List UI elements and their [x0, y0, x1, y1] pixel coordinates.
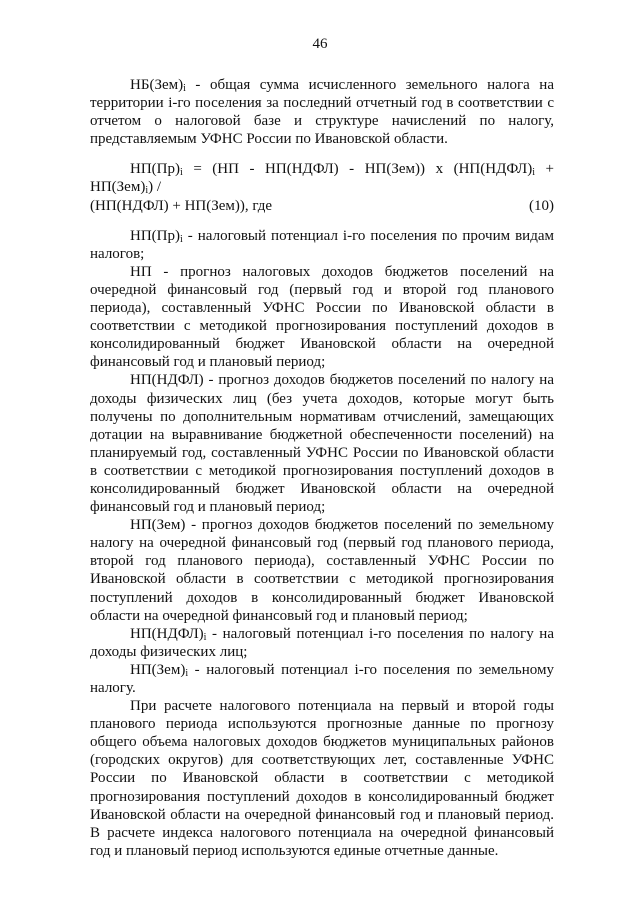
formula-term: ) / — [148, 179, 162, 196]
term: НБ(Зем) — [130, 77, 184, 93]
page-number: 46 — [312, 36, 328, 52]
definition-text: - налоговый потенциал i-го поселения по налогу на доходы физических лиц; — [90, 625, 554, 660]
term-subscript: i — [180, 233, 183, 245]
definition-item — [90, 227, 554, 263]
formula-denominator: (НП(НДФЛ) + НП(Зем)), где — [90, 197, 273, 214]
formula-line-2 — [90, 197, 554, 215]
term-subscript: i — [185, 667, 189, 679]
definition-text: - общая сумма исчисленного земельного налога на территории i-го поселения за последний отчетный год в соответствии с отчетом о налоговой базе и структуре начислений по налогу, представляемым УФНС России по Ивановской области. — [90, 77, 554, 148]
document-body — [90, 76, 554, 860]
formula-subscript: i — [145, 185, 149, 197]
term-subscript: i — [203, 631, 207, 643]
definitions-list — [90, 227, 554, 697]
term: НП(Пр) — [130, 227, 180, 244]
term: НП(НДФЛ) — [130, 372, 204, 389]
formula-term: НП(Пр) — [130, 161, 180, 178]
term-subscript: i — [183, 83, 186, 94]
formula-term: + НП(Зем) — [90, 161, 554, 196]
intro-paragraph — [90, 76, 554, 148]
formula-subscript: i — [532, 167, 535, 179]
definition-text: - прогноз налоговых доходов бюджетов поселений на очередной финансовый год (первый год и второй год планового периода), составленный УФНС России по Ивановской области в соответствии с методикой прогнозирования поступлений доходов в консолидированный бюджет Ивановской области на очередной финансовый год и плановый период; — [90, 263, 554, 371]
definition-text: - налоговый потенциал i-го поселения по земельному налогу. — [90, 661, 554, 696]
definition-text: - прогноз доходов бюджетов поселений по земельному налогу на очередной финансовый год (первый год планового периода, второй год планового периода), составленный УФНС России по Ивановской области в соответствии с методикой прогнозирования поступлений доходов в консолидированный бюджет Ивановской области на очередной финансовый год и плановый период; — [90, 517, 554, 624]
term: НП(Зем) — [130, 517, 186, 534]
definition-item — [90, 625, 554, 661]
definition-item — [90, 263, 554, 372]
closing-paragraph: При расчете налогового потенциала на первый и второй годы планового периода используются прогнозные данные по прогнозу общего объема налоговых доходов бюджетов муниципальных районов (городских округов) для соответствующих лет, составленные УФНС России по Ивановской области в соответствии с методикой прогнозирования поступлений доходов в консолидированный бюджет Ивановской области на очередной финансовый год и плановый период. В расчете индекса налогового потенциала на очередной финансовый год и плановый период используются единые отчетные данные. — [90, 698, 554, 859]
definition-text: - прогноз доходов бюджетов поселений по налогу на доходы физических лиц (без учета доходов, которые могут быть получены по дополнительным нормативам отчислений, замещающих дотации на выравнивание бюджетной обеспеченности поселений) на планируемый год, составленный УФНС России по Ивановской области в соответствии с методикой прогнозирования поступлений доходов в консолидированный бюджет Ивановской области на очередной финансовый год и плановый период; — [90, 372, 554, 516]
definition-item — [90, 516, 554, 625]
term: НП — [130, 263, 152, 280]
formula-term: = (НП - НП(НДФЛ) - НП(Зем)) x (НП(НДФЛ) — [182, 161, 533, 178]
formula-subscript: i — [180, 167, 183, 179]
definition-item — [90, 661, 554, 697]
definition-text: - налоговый потенциал i-го поселения по прочим видам налогов; — [90, 227, 554, 262]
definition-item — [90, 371, 554, 516]
formula-10 — [90, 160, 554, 214]
formula-line-1 — [90, 160, 554, 196]
formula-number: (10) — [529, 197, 554, 214]
term: НП(Зем) — [130, 661, 186, 678]
term: НП(НДФЛ) — [130, 625, 204, 642]
